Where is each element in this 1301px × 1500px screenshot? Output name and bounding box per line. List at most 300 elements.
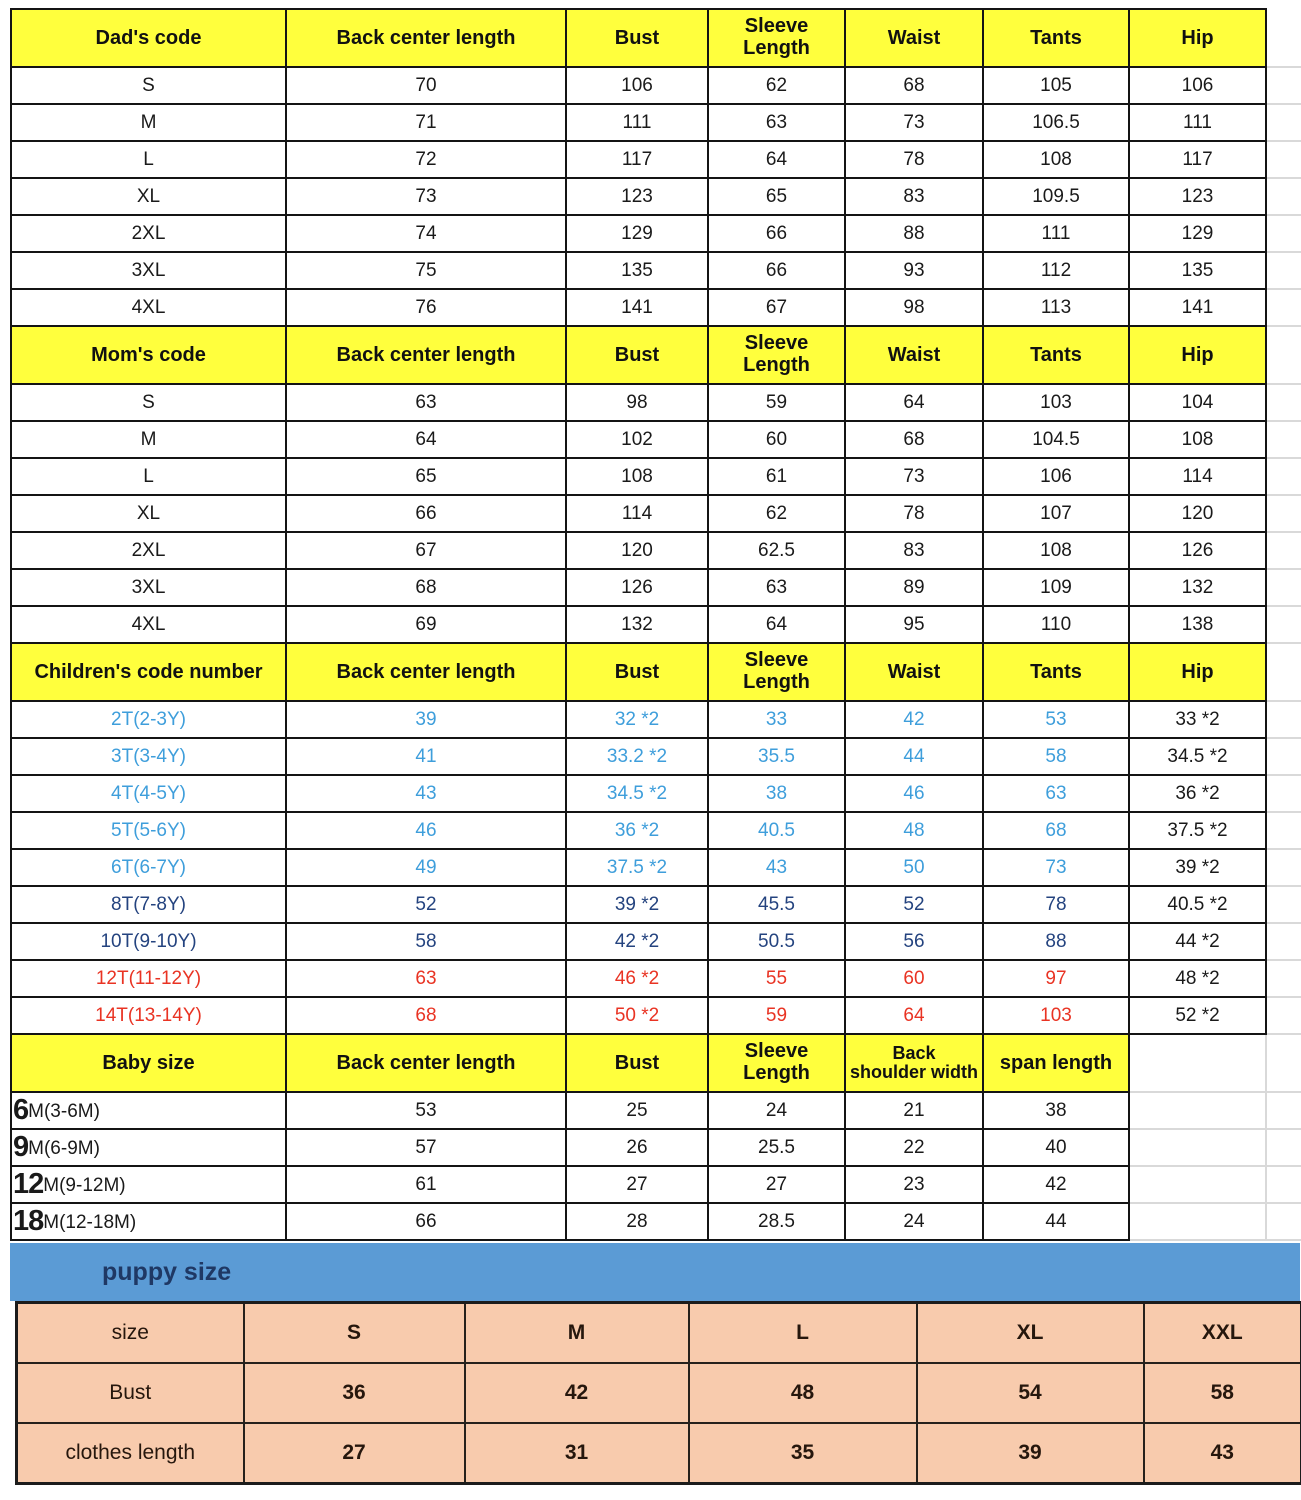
value-cell: 104.5 bbox=[983, 421, 1129, 458]
value-cell: 35.5 bbox=[708, 738, 845, 775]
ghost-cell bbox=[1266, 326, 1301, 384]
column-header-moms-code: Mom's code bbox=[11, 326, 286, 384]
childrens-header-row bbox=[11, 643, 1301, 701]
baby-label-prefix: 12 bbox=[13, 1168, 44, 1200]
row-label-cell: 3T(3-4Y) bbox=[11, 738, 286, 775]
ghost-cell bbox=[1266, 495, 1301, 532]
value-cell: 123 bbox=[566, 178, 708, 215]
ghost-cell bbox=[1129, 1092, 1266, 1129]
table-row bbox=[11, 812, 1301, 849]
row-label-cell: 2XL bbox=[11, 532, 286, 569]
column-header-tants: Tants bbox=[983, 643, 1129, 701]
value-cell: 97 bbox=[983, 960, 1129, 997]
value-cell: 106.5 bbox=[983, 104, 1129, 141]
row-label-cell: 12T(11-12Y) bbox=[11, 960, 286, 997]
value-cell: 83 bbox=[845, 532, 983, 569]
value-cell: 36 bbox=[244, 1363, 465, 1423]
value-cell: XL bbox=[917, 1303, 1144, 1364]
ghost-cell bbox=[1266, 997, 1301, 1034]
value-cell: 111 bbox=[1129, 104, 1266, 141]
table-row bbox=[11, 289, 1301, 326]
value-cell: 41 bbox=[286, 738, 566, 775]
value-cell: 114 bbox=[1129, 458, 1266, 495]
value-cell: 108 bbox=[1129, 421, 1266, 458]
row-label-cell: 4XL bbox=[11, 606, 286, 643]
value-cell: 106 bbox=[983, 458, 1129, 495]
table-row bbox=[17, 1423, 1301, 1484]
column-header-waist: Waist bbox=[845, 326, 983, 384]
value-cell: 37.5 *2 bbox=[1129, 812, 1266, 849]
ghost-cell bbox=[1266, 215, 1301, 252]
value-cell: 107 bbox=[983, 495, 1129, 532]
value-cell: 67 bbox=[286, 532, 566, 569]
value-cell: 48 bbox=[845, 812, 983, 849]
value-cell: 27 bbox=[244, 1423, 465, 1484]
value-cell: XXL bbox=[1144, 1303, 1301, 1364]
column-header-bust: Bust bbox=[566, 1034, 708, 1092]
value-cell: 73 bbox=[845, 104, 983, 141]
value-cell: 36 *2 bbox=[566, 812, 708, 849]
baby-label-suffix: M(12-18M) bbox=[43, 1212, 137, 1233]
table-row bbox=[11, 569, 1301, 606]
ghost-cell bbox=[1266, 886, 1301, 923]
family-size-chart-table bbox=[10, 8, 1301, 1241]
column-header-bust: Bust bbox=[566, 643, 708, 701]
value-cell: 46 bbox=[286, 812, 566, 849]
value-cell: 28.5 bbox=[708, 1203, 845, 1240]
baby-label-prefix: 9 bbox=[13, 1131, 29, 1163]
row-label-cell: S bbox=[11, 67, 286, 104]
value-cell: 45.5 bbox=[708, 886, 845, 923]
row-label-cell: 5T(5-6Y) bbox=[11, 812, 286, 849]
ghost-cell bbox=[1266, 1166, 1301, 1203]
value-cell: 40 bbox=[983, 1129, 1129, 1166]
value-cell: 135 bbox=[566, 252, 708, 289]
table-row bbox=[11, 606, 1301, 643]
value-cell: 39 bbox=[286, 701, 566, 738]
value-cell: 141 bbox=[566, 289, 708, 326]
row-label-cell: 10T(9-10Y) bbox=[11, 923, 286, 960]
row-label-cell: clothes length bbox=[17, 1423, 244, 1484]
table-row bbox=[11, 67, 1301, 104]
value-cell: 60 bbox=[845, 960, 983, 997]
column-header-hip: Hip bbox=[1129, 9, 1266, 67]
value-cell: 88 bbox=[983, 923, 1129, 960]
value-cell: 31 bbox=[465, 1423, 689, 1484]
column-header-tants: Tants bbox=[983, 326, 1129, 384]
value-cell: 43 bbox=[708, 849, 845, 886]
value-cell: 53 bbox=[286, 1092, 566, 1129]
value-cell: 61 bbox=[708, 458, 845, 495]
value-cell: 26 bbox=[566, 1129, 708, 1166]
value-cell: 89 bbox=[845, 569, 983, 606]
baby-size-section bbox=[11, 1034, 1301, 1240]
ghost-cell bbox=[1266, 1092, 1301, 1129]
row-label-cell: 4XL bbox=[11, 289, 286, 326]
value-cell: 62.5 bbox=[708, 532, 845, 569]
table-row bbox=[11, 384, 1301, 421]
value-cell: 102 bbox=[566, 421, 708, 458]
ghost-cell bbox=[1266, 252, 1301, 289]
table-row bbox=[11, 960, 1301, 997]
value-cell: 52 bbox=[286, 886, 566, 923]
table-row bbox=[11, 458, 1301, 495]
value-cell: 76 bbox=[286, 289, 566, 326]
value-cell: 109.5 bbox=[983, 178, 1129, 215]
value-cell: 54 bbox=[917, 1363, 1144, 1423]
puppy-size-banner bbox=[10, 1243, 1300, 1301]
value-cell: 88 bbox=[845, 215, 983, 252]
value-cell: 42 bbox=[845, 701, 983, 738]
value-cell: 27 bbox=[566, 1166, 708, 1203]
column-header-span-length: span length bbox=[983, 1034, 1129, 1092]
value-cell: 120 bbox=[566, 532, 708, 569]
column-header-sleeve-length bbox=[708, 1034, 845, 1092]
column-header-waist: Waist bbox=[845, 643, 983, 701]
value-cell: 73 bbox=[286, 178, 566, 215]
header-line: Length bbox=[743, 354, 810, 376]
baby-label-suffix: M(9-12M) bbox=[43, 1175, 126, 1196]
value-cell: 66 bbox=[286, 495, 566, 532]
table-row bbox=[11, 701, 1301, 738]
row-label-cell: 14T(13-14Y) bbox=[11, 997, 286, 1034]
value-cell: 36 *2 bbox=[1129, 775, 1266, 812]
column-header-bust: Bust bbox=[566, 326, 708, 384]
value-cell: 117 bbox=[1129, 141, 1266, 178]
table-row bbox=[11, 738, 1301, 775]
column-header-waist: Waist bbox=[845, 9, 983, 67]
value-cell: 50 bbox=[845, 849, 983, 886]
table-row bbox=[11, 849, 1301, 886]
value-cell: 126 bbox=[566, 569, 708, 606]
value-cell: 111 bbox=[983, 215, 1129, 252]
row-label-cell: L bbox=[11, 458, 286, 495]
value-cell: 58 bbox=[286, 923, 566, 960]
table-row bbox=[11, 1129, 1301, 1166]
header-line: shoulder width bbox=[850, 1062, 978, 1082]
value-cell: 64 bbox=[708, 141, 845, 178]
table-row bbox=[11, 141, 1301, 178]
value-cell: 113 bbox=[983, 289, 1129, 326]
column-header-baby-size: Baby size bbox=[11, 1034, 286, 1092]
column-header-back-shoulder-width bbox=[845, 1034, 983, 1092]
ghost-cell bbox=[1266, 1203, 1301, 1240]
value-cell: 63 bbox=[286, 384, 566, 421]
value-cell: 52 bbox=[845, 886, 983, 923]
puppy-size-section bbox=[15, 1243, 1301, 1485]
column-header-bust: Bust bbox=[566, 9, 708, 67]
value-cell: 33 bbox=[708, 701, 845, 738]
value-cell: 64 bbox=[845, 997, 983, 1034]
value-cell: 61 bbox=[286, 1166, 566, 1203]
header-line: Length bbox=[743, 37, 810, 59]
value-cell: 105 bbox=[983, 67, 1129, 104]
value-cell: 108 bbox=[566, 458, 708, 495]
header-line: Sleeve bbox=[744, 649, 809, 672]
value-cell: 65 bbox=[286, 458, 566, 495]
value-cell: 64 bbox=[708, 606, 845, 643]
ghost-cell bbox=[1266, 1034, 1301, 1092]
row-label-cell bbox=[11, 1203, 286, 1240]
column-header-hip: Hip bbox=[1129, 326, 1266, 384]
value-cell: 62 bbox=[708, 495, 845, 532]
baby-label-prefix: 6 bbox=[13, 1094, 29, 1126]
value-cell: 95 bbox=[845, 606, 983, 643]
table-row bbox=[11, 923, 1301, 960]
value-cell: 93 bbox=[845, 252, 983, 289]
ghost-cell bbox=[1266, 421, 1301, 458]
row-label-cell: 8T(7-8Y) bbox=[11, 886, 286, 923]
column-header-back-center-length: Back center length bbox=[286, 9, 566, 67]
value-cell: 126 bbox=[1129, 532, 1266, 569]
table-row bbox=[11, 997, 1301, 1034]
value-cell: 24 bbox=[845, 1203, 983, 1240]
value-cell: 59 bbox=[708, 997, 845, 1034]
header-line: Length bbox=[743, 1062, 810, 1084]
value-cell: 46 *2 bbox=[566, 960, 708, 997]
column-header-dads-code: Dad's code bbox=[11, 9, 286, 67]
value-cell: 21 bbox=[845, 1092, 983, 1129]
value-cell: 108 bbox=[983, 141, 1129, 178]
value-cell: 52 *2 bbox=[1129, 997, 1266, 1034]
value-cell: 78 bbox=[983, 886, 1129, 923]
value-cell: 48 *2 bbox=[1129, 960, 1266, 997]
table-row bbox=[11, 1203, 1301, 1240]
table-row bbox=[17, 1303, 1301, 1364]
value-cell: 112 bbox=[983, 252, 1129, 289]
value-cell: 120 bbox=[1129, 495, 1266, 532]
ghost-cell bbox=[1129, 1129, 1266, 1166]
value-cell: 28 bbox=[566, 1203, 708, 1240]
ghost-cell bbox=[1129, 1166, 1266, 1203]
table-row bbox=[11, 775, 1301, 812]
value-cell: 104 bbox=[1129, 384, 1266, 421]
value-cell: 63 bbox=[708, 104, 845, 141]
value-cell: 44 bbox=[845, 738, 983, 775]
column-header-back-center-length: Back center length bbox=[286, 1034, 566, 1092]
value-cell: 103 bbox=[983, 997, 1129, 1034]
value-cell: 63 bbox=[286, 960, 566, 997]
value-cell: 103 bbox=[983, 384, 1129, 421]
row-label-cell: XL bbox=[11, 178, 286, 215]
value-cell: 68 bbox=[983, 812, 1129, 849]
baby-header-row bbox=[11, 1034, 1301, 1092]
ghost-cell bbox=[1266, 289, 1301, 326]
value-cell: 59 bbox=[708, 384, 845, 421]
value-cell: 56 bbox=[845, 923, 983, 960]
value-cell: 42 *2 bbox=[566, 923, 708, 960]
value-cell: 38 bbox=[708, 775, 845, 812]
value-cell: 72 bbox=[286, 141, 566, 178]
value-cell: 106 bbox=[566, 67, 708, 104]
ghost-cell bbox=[1266, 923, 1301, 960]
row-label-cell: size bbox=[17, 1303, 244, 1364]
value-cell: 64 bbox=[845, 384, 983, 421]
value-cell: 129 bbox=[1129, 215, 1266, 252]
column-header-sleeve-length bbox=[708, 9, 845, 67]
row-label-cell: 2XL bbox=[11, 215, 286, 252]
row-label-cell bbox=[11, 1129, 286, 1166]
value-cell: L bbox=[689, 1303, 917, 1364]
value-cell: 98 bbox=[845, 289, 983, 326]
value-cell: 132 bbox=[1129, 569, 1266, 606]
value-cell: 50 *2 bbox=[566, 997, 708, 1034]
value-cell: 73 bbox=[845, 458, 983, 495]
value-cell: 68 bbox=[286, 997, 566, 1034]
column-header-hip: Hip bbox=[1129, 643, 1266, 701]
table-row bbox=[17, 1363, 1301, 1423]
value-cell: 53 bbox=[983, 701, 1129, 738]
table-row bbox=[11, 1166, 1301, 1203]
row-label-cell bbox=[11, 1092, 286, 1129]
value-cell: 38 bbox=[983, 1092, 1129, 1129]
table-row bbox=[11, 1092, 1301, 1129]
value-cell: 49 bbox=[286, 849, 566, 886]
value-cell: M bbox=[465, 1303, 689, 1364]
value-cell: 42 bbox=[983, 1166, 1129, 1203]
value-cell: 114 bbox=[566, 495, 708, 532]
row-label-cell: 3XL bbox=[11, 569, 286, 606]
ghost-cell bbox=[1266, 9, 1301, 67]
row-label-cell: 6T(6-7Y) bbox=[11, 849, 286, 886]
value-cell: 46 bbox=[845, 775, 983, 812]
row-label-cell: 2T(2-3Y) bbox=[11, 701, 286, 738]
value-cell: 48 bbox=[689, 1363, 917, 1423]
value-cell: 65 bbox=[708, 178, 845, 215]
value-cell: 57 bbox=[286, 1129, 566, 1166]
baby-label-suffix: M(3-6M) bbox=[28, 1101, 100, 1122]
row-label-cell: 3XL bbox=[11, 252, 286, 289]
value-cell: 43 bbox=[286, 775, 566, 812]
table-row bbox=[11, 886, 1301, 923]
header-line: Sleeve bbox=[744, 1040, 809, 1063]
value-cell: 69 bbox=[286, 606, 566, 643]
ghost-cell bbox=[1266, 532, 1301, 569]
value-cell: 111 bbox=[566, 104, 708, 141]
value-cell: 27 bbox=[708, 1166, 845, 1203]
value-cell: 35 bbox=[689, 1423, 917, 1484]
value-cell: 78 bbox=[845, 141, 983, 178]
value-cell: 63 bbox=[983, 775, 1129, 812]
value-cell: 37.5 *2 bbox=[566, 849, 708, 886]
value-cell: 74 bbox=[286, 215, 566, 252]
ghost-cell bbox=[1266, 141, 1301, 178]
value-cell: 33 *2 bbox=[1129, 701, 1266, 738]
value-cell: 64 bbox=[286, 421, 566, 458]
value-cell: 25 bbox=[566, 1092, 708, 1129]
column-header-back-center-length: Back center length bbox=[286, 643, 566, 701]
ghost-cell bbox=[1266, 104, 1301, 141]
value-cell: 108 bbox=[983, 532, 1129, 569]
value-cell: 123 bbox=[1129, 178, 1266, 215]
value-cell: 42 bbox=[465, 1363, 689, 1423]
value-cell: 44 bbox=[983, 1203, 1129, 1240]
column-header-back-center-length: Back center length bbox=[286, 326, 566, 384]
value-cell: 23 bbox=[845, 1166, 983, 1203]
value-cell: 39 bbox=[917, 1423, 1144, 1484]
value-cell: 34.5 *2 bbox=[566, 775, 708, 812]
ghost-cell bbox=[1266, 775, 1301, 812]
value-cell: 22 bbox=[845, 1129, 983, 1166]
value-cell: 25.5 bbox=[708, 1129, 845, 1166]
ghost-cell bbox=[1266, 458, 1301, 495]
column-header-sleeve-length bbox=[708, 643, 845, 701]
value-cell: 39 *2 bbox=[1129, 849, 1266, 886]
baby-label-suffix: M(6-9M) bbox=[28, 1138, 100, 1159]
ghost-cell bbox=[1266, 738, 1301, 775]
puppy-size-table bbox=[15, 1301, 1301, 1485]
value-cell: 55 bbox=[708, 960, 845, 997]
baby-label-prefix: 18 bbox=[13, 1205, 44, 1237]
column-header-sleeve-length bbox=[708, 326, 845, 384]
value-cell: 40.5 *2 bbox=[1129, 886, 1266, 923]
value-cell: 50.5 bbox=[708, 923, 845, 960]
childrens-size-section bbox=[11, 643, 1301, 1034]
puppy-size-table-body bbox=[17, 1303, 1301, 1484]
dads-header-row bbox=[11, 9, 1301, 67]
value-cell: 129 bbox=[566, 215, 708, 252]
moms-size-section bbox=[11, 326, 1301, 643]
value-cell: 34.5 *2 bbox=[1129, 738, 1266, 775]
table-row bbox=[11, 104, 1301, 141]
value-cell: 110 bbox=[983, 606, 1129, 643]
ghost-cell bbox=[1266, 384, 1301, 421]
value-cell: 83 bbox=[845, 178, 983, 215]
value-cell: 117 bbox=[566, 141, 708, 178]
header-line: Back bbox=[892, 1042, 936, 1063]
value-cell: 141 bbox=[1129, 289, 1266, 326]
value-cell: 66 bbox=[708, 215, 845, 252]
row-label-cell bbox=[11, 1166, 286, 1203]
row-label-cell: L bbox=[11, 141, 286, 178]
row-label-cell: M bbox=[11, 104, 286, 141]
value-cell: 109 bbox=[983, 569, 1129, 606]
value-cell: 135 bbox=[1129, 252, 1266, 289]
table-row bbox=[11, 421, 1301, 458]
column-header-tants: Tants bbox=[983, 9, 1129, 67]
value-cell: 66 bbox=[286, 1203, 566, 1240]
moms-header-row bbox=[11, 326, 1301, 384]
value-cell: 68 bbox=[845, 421, 983, 458]
puppy-size-banner-label: puppy size bbox=[102, 1257, 232, 1286]
value-cell: 44 *2 bbox=[1129, 923, 1266, 960]
ghost-cell bbox=[1266, 569, 1301, 606]
ghost-cell bbox=[1129, 1203, 1266, 1240]
value-cell: 24 bbox=[708, 1092, 845, 1129]
ghost-cell bbox=[1266, 606, 1301, 643]
value-cell: 33.2 *2 bbox=[566, 738, 708, 775]
value-cell: 68 bbox=[286, 569, 566, 606]
table-row bbox=[11, 495, 1301, 532]
row-label-cell: Bust bbox=[17, 1363, 244, 1423]
table-row bbox=[11, 532, 1301, 569]
value-cell: 78 bbox=[845, 495, 983, 532]
ghost-cell bbox=[1266, 178, 1301, 215]
value-cell: 68 bbox=[845, 67, 983, 104]
table-row bbox=[11, 215, 1301, 252]
value-cell: 63 bbox=[708, 569, 845, 606]
row-label-cell: 4T(4-5Y) bbox=[11, 775, 286, 812]
row-label-cell: XL bbox=[11, 495, 286, 532]
table-row bbox=[11, 178, 1301, 215]
value-cell: 132 bbox=[566, 606, 708, 643]
ghost-cell bbox=[1266, 812, 1301, 849]
table-row bbox=[11, 252, 1301, 289]
dads-size-section bbox=[11, 9, 1301, 326]
value-cell: 73 bbox=[983, 849, 1129, 886]
ghost-cell bbox=[1266, 849, 1301, 886]
value-cell: 58 bbox=[1144, 1363, 1301, 1423]
